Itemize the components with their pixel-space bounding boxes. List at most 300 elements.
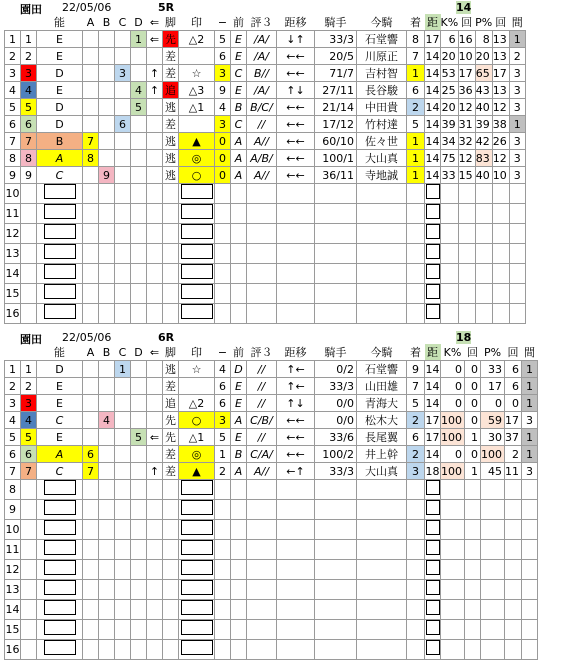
cell-gate: 7 (21, 463, 37, 480)
header-nou: 能 (37, 344, 83, 361)
cell-ido: ←← (277, 167, 315, 184)
cell-kon: 石堂響 (357, 31, 407, 48)
empty-cell (458, 264, 475, 284)
table-row (5, 99, 526, 116)
cell-mark: ○ (179, 412, 215, 429)
cell-kp: 53 (441, 65, 459, 82)
header-kan: 間 (522, 344, 538, 361)
empty-cell (407, 480, 425, 500)
empty-cell (147, 184, 163, 204)
empty-cell (215, 264, 231, 284)
cell-ido: ←← (277, 99, 315, 116)
cell-kai2: 13 (492, 31, 509, 48)
cell-kai2: 2 (505, 446, 522, 463)
empty-cell (131, 304, 147, 324)
empty-cell (147, 204, 163, 224)
empty-cell (492, 184, 509, 204)
empty-cell (465, 560, 481, 580)
empty-cell (522, 520, 538, 540)
cell-A: 7 (83, 463, 99, 480)
cell-kyori: 17 (425, 32, 440, 46)
cell-kai: 0 (465, 446, 481, 463)
empty-cell (215, 540, 231, 560)
empty-cell (115, 264, 131, 284)
cell-mae: C (231, 116, 247, 133)
empty-cell (277, 580, 315, 600)
cell-kai2: 12 (492, 150, 509, 167)
empty-cell (509, 264, 525, 284)
header-A: A (83, 344, 99, 361)
empty-cell (475, 224, 492, 244)
empty-cell (83, 304, 99, 324)
cell-kan: 3 (522, 412, 538, 429)
cell-hyo: // (247, 378, 277, 395)
input-box (425, 184, 441, 204)
empty-cell (21, 580, 37, 600)
cell-arrow (147, 116, 163, 133)
cell-kyori: 14 (425, 396, 440, 410)
cell-hyo: /A/ (247, 31, 277, 48)
cell-nou: D (37, 65, 83, 82)
empty-cell (277, 560, 315, 580)
cell-kai: 31 (458, 116, 475, 133)
empty-cell (315, 480, 357, 500)
cell-ido: ←← (277, 65, 315, 82)
empty-cell (509, 224, 525, 244)
cell-hyo: A// (247, 463, 277, 480)
cell-pp: 83 (475, 150, 492, 167)
empty-cell (247, 264, 277, 284)
empty-cell (522, 480, 538, 500)
input-box (425, 540, 441, 560)
empty-cell (83, 500, 99, 520)
cell-mark: △1 (179, 429, 215, 446)
cell-A: 8 (83, 150, 99, 167)
empty-cell (277, 520, 315, 540)
input-box (37, 640, 83, 660)
cell-style: 逃 (163, 99, 179, 116)
empty-cell (99, 480, 115, 500)
input-box (179, 500, 215, 520)
cell-nou: A (37, 446, 83, 463)
cell-D (131, 150, 147, 167)
cell-kyori: 14 (425, 379, 440, 393)
cell-mark: ☆ (179, 65, 215, 82)
empty-cell (231, 500, 247, 520)
input-box (425, 640, 441, 660)
input-box (37, 264, 83, 284)
cell-kai2: 6 (505, 361, 522, 378)
header-row (5, 344, 538, 361)
cell-A (83, 82, 99, 99)
header-kai: 回 (458, 14, 475, 31)
empty-cell (131, 620, 147, 640)
cell-kon: 長尾翼 (357, 429, 407, 446)
cell-nou: D (37, 99, 83, 116)
cell-kai: 1 (465, 463, 481, 480)
cell-arrow (147, 361, 163, 378)
empty-cell (407, 244, 425, 264)
empty-cell (147, 620, 163, 640)
row-number: 15 (5, 620, 21, 640)
cell-kyori: 14 (425, 447, 440, 461)
cell-kon: 竹村達 (357, 116, 407, 133)
cell-m: 0 (215, 167, 231, 184)
empty-row (5, 184, 526, 204)
header-kyori: 距 (425, 344, 441, 361)
empty-cell (99, 500, 115, 520)
header-m: − (215, 344, 231, 361)
empty-cell (83, 540, 99, 560)
cell-mae: E (231, 395, 247, 412)
empty-row (5, 520, 538, 540)
cell-A (83, 31, 99, 48)
cell-style: 差 (163, 463, 179, 480)
cell-hyo: // (247, 116, 277, 133)
empty-cell (441, 560, 465, 580)
empty-cell (357, 540, 407, 560)
empty-cell (147, 500, 163, 520)
input-box (425, 224, 441, 244)
cell-gate: 5 (21, 99, 37, 116)
table-row (5, 395, 538, 412)
empty-cell (357, 480, 407, 500)
empty-cell (247, 244, 277, 264)
cell-ido: ↑↓ (277, 82, 315, 99)
cell-hyo: B/C/ (247, 99, 277, 116)
cell-style: 差 (163, 65, 179, 82)
empty-cell (21, 640, 37, 660)
cell-kai2: 6 (505, 378, 522, 395)
header-style: 脚 (163, 14, 179, 31)
cell-mark: ▲ (179, 463, 215, 480)
cell-gate: 1 (21, 31, 37, 48)
cell-kan: 3 (509, 150, 525, 167)
empty-cell (509, 204, 525, 224)
empty-cell (163, 264, 179, 284)
cell-kp: 20 (441, 99, 459, 116)
cell-ido: ←← (277, 429, 315, 446)
empty-cell (99, 540, 115, 560)
cell-kan: 3 (522, 463, 538, 480)
empty-cell (522, 560, 538, 580)
empty-cell (441, 580, 465, 600)
empty-cell (215, 244, 231, 264)
entry-table (4, 14, 526, 324)
race-distance: 18 (456, 331, 472, 344)
empty-cell (147, 304, 163, 324)
cell-arrow: ↑ (147, 463, 163, 480)
empty-cell (163, 640, 179, 660)
row-number: 12 (5, 224, 21, 244)
empty-cell (407, 560, 425, 580)
empty-cell (83, 620, 99, 640)
cell-kan: 1 (522, 378, 538, 395)
cell-no: 2 (5, 378, 21, 395)
empty-row (5, 244, 526, 264)
cell-hyo: C/B/ (247, 412, 277, 429)
cell-gate: 3 (21, 395, 37, 412)
cell-pp: 8 (475, 31, 492, 48)
header-mark: 印 (179, 14, 215, 31)
cell-nou: E (37, 82, 83, 99)
cell-D (131, 463, 147, 480)
cell-kan: 3 (509, 133, 525, 150)
empty-cell (21, 304, 37, 324)
empty-cell (147, 480, 163, 500)
cell-A (83, 48, 99, 65)
cell-kan: 1 (522, 429, 538, 446)
cell-hyo: A// (247, 133, 277, 150)
empty-cell (163, 480, 179, 500)
empty-cell (231, 184, 247, 204)
empty-cell (481, 560, 505, 580)
header-nou: 能 (37, 14, 83, 31)
input-box (37, 224, 83, 244)
cell-D (131, 412, 147, 429)
cell-B (99, 99, 115, 116)
cell-C (115, 99, 131, 116)
input-box (425, 304, 441, 324)
race-header (0, 330, 578, 344)
header-hyo: 評３ (247, 344, 277, 361)
cell-D (131, 446, 147, 463)
empty-cell (215, 284, 231, 304)
cell-C: 6 (115, 116, 131, 133)
cell-hyo: // (247, 395, 277, 412)
input-box (179, 480, 215, 500)
cell-jockey: 36/11 (315, 167, 357, 184)
header-mark: 印 (179, 344, 215, 361)
cell-style: 追 (163, 82, 179, 99)
empty-cell (215, 620, 231, 640)
cell-pp: 0 (481, 395, 505, 412)
cell-kai: 12 (458, 99, 475, 116)
input-box (425, 520, 441, 540)
empty-cell (407, 184, 425, 204)
input-box (179, 204, 215, 224)
cell-D: 4 (131, 82, 147, 99)
cell-pp: 42 (475, 133, 492, 150)
cell-chaku: 6 (407, 429, 425, 446)
empty-cell (277, 540, 315, 560)
empty-cell (315, 560, 357, 580)
cell-arrow (147, 48, 163, 65)
empty-cell (509, 304, 525, 324)
empty-cell (83, 520, 99, 540)
cell-kan: 1 (522, 446, 538, 463)
cell-B (99, 82, 115, 99)
cell-m: 6 (215, 48, 231, 65)
cell-ido: ←← (277, 412, 315, 429)
cell-m: 9 (215, 82, 231, 99)
cell-chaku: 1 (407, 150, 425, 167)
empty-cell (99, 560, 115, 580)
cell-m: 3 (215, 65, 231, 82)
cell-kan: 1 (522, 361, 538, 378)
cell-gate: 6 (21, 446, 37, 463)
row-number: 11 (5, 540, 21, 560)
cell-mark: △1 (179, 99, 215, 116)
cell-gate: 5 (21, 429, 37, 446)
empty-cell (522, 640, 538, 660)
empty-cell (231, 540, 247, 560)
cell-kp: 100 (441, 412, 465, 429)
cell-chaku: 2 (407, 446, 425, 463)
empty-cell (475, 244, 492, 264)
cell-nou: E (37, 395, 83, 412)
empty-cell (315, 264, 357, 284)
empty-cell (315, 600, 357, 620)
cell-kon: 長谷駿 (357, 82, 407, 99)
cell-A (83, 116, 99, 133)
empty-cell (441, 224, 459, 244)
cell-mark: ○ (179, 167, 215, 184)
empty-cell (131, 244, 147, 264)
empty-row (5, 600, 538, 620)
cell-kyori: 14 (425, 151, 440, 165)
empty-row (5, 620, 538, 640)
empty-cell (231, 600, 247, 620)
cell-chaku: 5 (407, 395, 425, 412)
empty-cell (481, 620, 505, 640)
cell-jockey: 20/5 (315, 48, 357, 65)
cell-pp: 45 (481, 463, 505, 480)
cell-m: 5 (215, 31, 231, 48)
empty-cell (505, 540, 522, 560)
cell-kyori: 14 (425, 117, 440, 131)
empty-cell (441, 620, 465, 640)
empty-cell (475, 264, 492, 284)
cell-no: 1 (5, 31, 21, 48)
empty-cell (99, 600, 115, 620)
empty-cell (465, 540, 481, 560)
cell-D: 1 (131, 31, 147, 48)
header-C: C (115, 14, 131, 31)
cell-ido: ←← (277, 133, 315, 150)
empty-cell (357, 500, 407, 520)
empty-cell (247, 640, 277, 660)
cell-gate: 8 (21, 150, 37, 167)
cell-kyori: 17 (425, 430, 440, 444)
header-kon: 今騎 (357, 14, 407, 31)
cell-m: 4 (215, 99, 231, 116)
row-number: 16 (5, 304, 21, 324)
empty-row (5, 560, 538, 580)
cell-kai2: 38 (492, 116, 509, 133)
cell-nou: E (37, 429, 83, 446)
cell-B (99, 150, 115, 167)
cell-B (99, 361, 115, 378)
empty-cell (163, 244, 179, 264)
empty-cell (247, 284, 277, 304)
input-box (37, 480, 83, 500)
row-number: 10 (5, 520, 21, 540)
cell-gate: 4 (21, 412, 37, 429)
empty-cell (357, 600, 407, 620)
cell-B (99, 463, 115, 480)
table-row (5, 48, 526, 65)
empty-cell (21, 224, 37, 244)
cell-kon: 石堂響 (357, 361, 407, 378)
cell-nou: D (37, 361, 83, 378)
cell-mae: E (231, 31, 247, 48)
cell-mae: E (231, 82, 247, 99)
cell-jockey: 60/10 (315, 133, 357, 150)
empty-cell (481, 540, 505, 560)
input-box (425, 560, 441, 580)
empty-cell (99, 640, 115, 660)
cell-nou: D (37, 116, 83, 133)
cell-kyori: 14 (425, 362, 440, 376)
empty-cell (247, 480, 277, 500)
cell-kai2: 26 (492, 133, 509, 150)
cell-mae: A (231, 150, 247, 167)
header-blank (21, 14, 37, 31)
empty-cell (247, 304, 277, 324)
cell-kp: 75 (441, 150, 459, 167)
cell-hyo: /A/ (247, 48, 277, 65)
cell-arrow (147, 378, 163, 395)
empty-cell (231, 284, 247, 304)
empty-cell (231, 480, 247, 500)
cell-kyori: 14 (425, 83, 440, 97)
empty-cell (215, 304, 231, 324)
header-m: − (215, 14, 231, 31)
empty-cell (83, 184, 99, 204)
cell-B (99, 133, 115, 150)
cell-C (115, 133, 131, 150)
cell-ido: ←← (277, 446, 315, 463)
empty-cell (147, 244, 163, 264)
empty-cell (99, 264, 115, 284)
empty-cell (407, 640, 425, 660)
header-hyo: 評３ (247, 14, 277, 31)
empty-cell (407, 264, 425, 284)
empty-cell (458, 224, 475, 244)
cell-no: 3 (5, 65, 21, 82)
cell-no: 4 (5, 82, 21, 99)
cell-nou: B (37, 133, 83, 150)
empty-cell (21, 284, 37, 304)
cell-kai2: 0 (505, 395, 522, 412)
cell-style: 差 (163, 116, 179, 133)
cell-kp: 20 (441, 48, 459, 65)
cell-mae: A (231, 463, 247, 480)
input-box (179, 184, 215, 204)
empty-cell (277, 304, 315, 324)
empty-cell (115, 184, 131, 204)
cell-kai: 0 (465, 395, 481, 412)
cell-jockey: 33/3 (315, 463, 357, 480)
cell-hyo: B// (247, 65, 277, 82)
cell-jockey: 27/11 (315, 82, 357, 99)
empty-cell (99, 520, 115, 540)
empty-cell (315, 184, 357, 204)
empty-cell (357, 520, 407, 540)
cell-B (99, 395, 115, 412)
cell-A (83, 65, 99, 82)
cell-kyori: 14 (425, 168, 440, 182)
cell-ido: ↑← (277, 378, 315, 395)
header-kai2: 回 (505, 344, 522, 361)
empty-cell (407, 204, 425, 224)
empty-cell (131, 480, 147, 500)
cell-kp: 0 (441, 378, 465, 395)
input-box (37, 580, 83, 600)
empty-cell (21, 540, 37, 560)
cell-mae: A (231, 412, 247, 429)
